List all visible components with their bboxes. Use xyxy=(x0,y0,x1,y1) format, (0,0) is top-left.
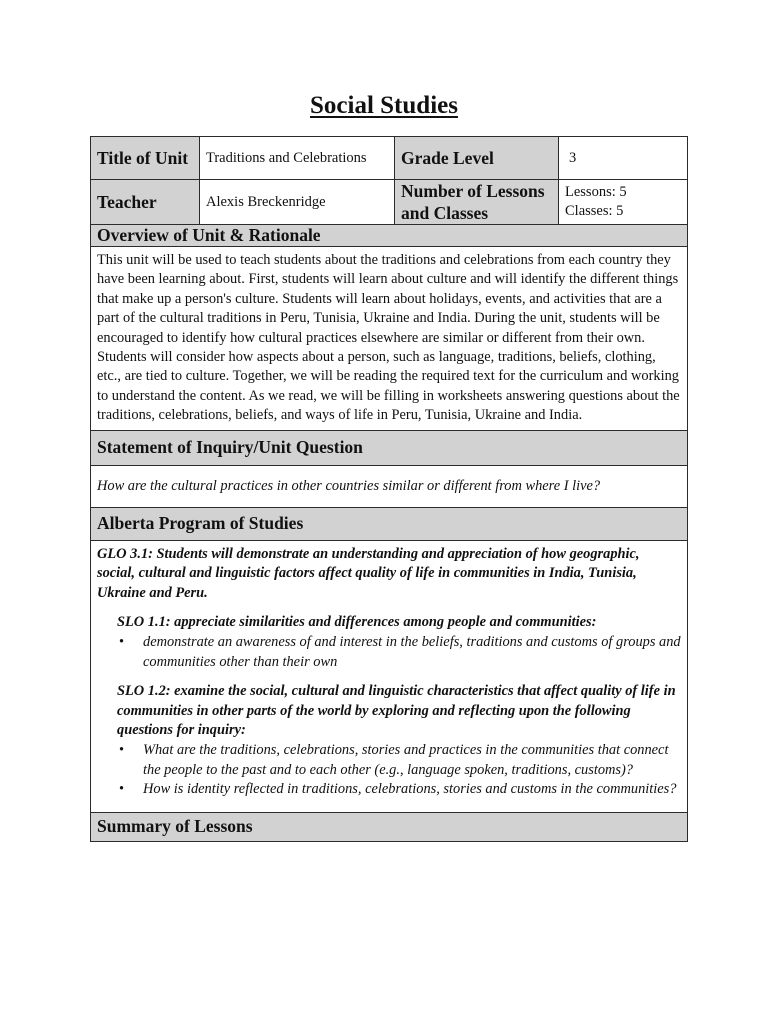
program-heading-row xyxy=(91,507,688,540)
slo-1-2-list xyxy=(97,741,681,800)
lessons-count: Lessons: 5 xyxy=(565,184,627,200)
title-row xyxy=(91,137,688,180)
title-of-unit-label: Title of Unit xyxy=(91,137,200,180)
program-body-row xyxy=(91,540,688,812)
program-heading: Alberta Program of Studies xyxy=(91,507,688,540)
inquiry-heading-row xyxy=(91,430,688,465)
classes-count: Classes: 5 xyxy=(565,203,624,219)
overview-heading: Overview of Unit & Rationale xyxy=(91,225,688,247)
unit-plan-table xyxy=(90,136,688,842)
list-item: • demonstrate an awareness of and interest in the beliefs, traditions and customs of groups and communities other than their own xyxy=(143,633,681,672)
inquiry-heading: Statement of Inquiry/Unit Question xyxy=(91,430,688,465)
overview-body-row xyxy=(91,247,688,431)
lessons-classes-label xyxy=(395,180,559,225)
list-item: • What are the traditions, celebrations, stories and practices in the communities that connect the people to the past and to each other (e.g., language spoken, traditions, customs)? xyxy=(143,741,681,780)
lessons-label-line1: Number of Lessons xyxy=(401,181,545,201)
slo-1-2: SLO 1.2: examine the social, cultural and linguistic characteristics that affect quality of life in communities in other parts of the world by exploring and reflecting upon the following questions for inquiry: xyxy=(117,683,676,739)
summary-heading-row xyxy=(91,812,688,841)
lessons-classes-value xyxy=(559,180,688,225)
overview-text: This unit will be used to teach students about the traditions and celebrations from each country they have been learning about. First, students will learn about culture and will identify the different things that make up a person's culture. Students will learn about holidays, events, and activities that are a part of the cultural traditions in Peru, Tunisia, Ukraine and India. During the unit, students will be encouraged to identify how cultural practices elsewhere are similar or different from their own. Students will consider how aspects about a person, such as language, traditions, beliefs, clothing, etc., are tied to culture. Together, we will be reading the required text for the curriculum and working to understand the content. As we read, we will be filling in worksheets answering questions about the traditions, celebrations, beliefs, and ways of life in Peru, Tunisia, Ukraine and India. xyxy=(91,247,688,431)
teacher-row xyxy=(91,180,688,225)
lessons-label-line2: and Classes xyxy=(401,203,489,223)
grade-level-label: Grade Level xyxy=(395,137,559,180)
summary-heading: Summary of Lessons xyxy=(91,812,688,841)
title-of-unit-value: Traditions and Celebrations xyxy=(200,137,395,180)
teacher-value: Alexis Breckenridge xyxy=(200,180,395,225)
inquiry-question: How are the cultural practices in other countries similar or different from where I live? xyxy=(91,465,688,507)
slo-1-1-list xyxy=(97,633,681,672)
grade-level-value: 3 xyxy=(559,137,688,180)
page-title: Social Studies xyxy=(310,92,458,119)
list-item: • How is identity reflected in traditions, celebrations, stories and customs in the communities? xyxy=(143,780,681,800)
program-content xyxy=(91,540,688,812)
inquiry-body-row xyxy=(91,465,688,507)
teacher-label: Teacher xyxy=(91,180,200,225)
glo-statement: GLO 3.1: Students will demonstrate an understanding and appreciation of how geographic, social, cultural and linguistic factors affect quality of life in communities in India, Tunisia, Ukraine and Peru. xyxy=(97,545,640,601)
overview-heading-row xyxy=(91,225,688,247)
slo-1-1: SLO 1.1: appreciate similarities and differences among people and communities: xyxy=(117,614,597,631)
